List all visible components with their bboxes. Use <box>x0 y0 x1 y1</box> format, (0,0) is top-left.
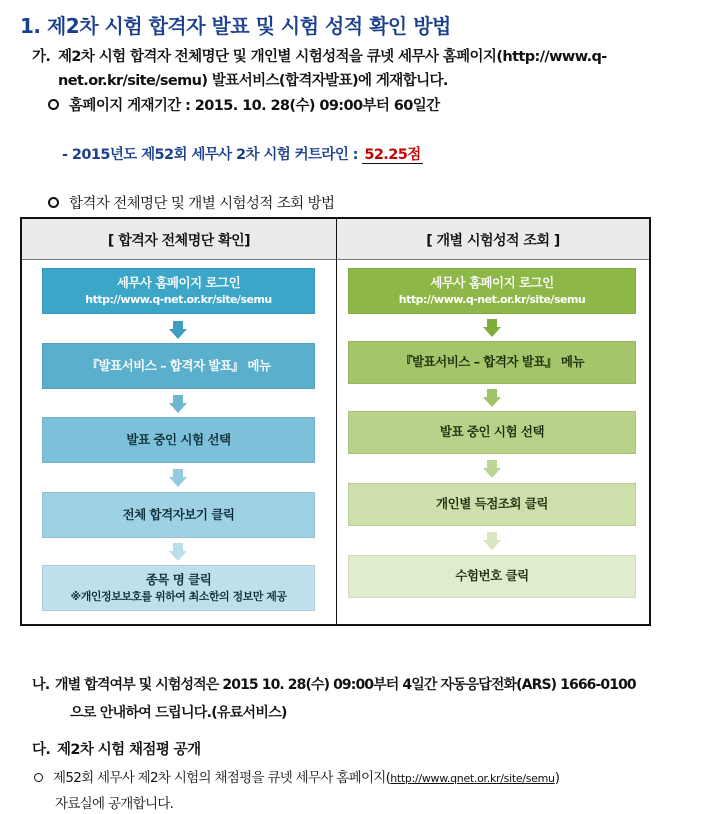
step-title: 종목 명 클릭 <box>145 571 212 587</box>
cutline-value: 52.25점 <box>364 147 421 163</box>
posting-period-text: 홈페이지 게재기간 : 2015. 10. 28(수) 09:00부터 60일간 <box>69 98 440 114</box>
right-step-login <box>348 268 636 314</box>
lookup-method-text: 합격자 전체명단 및 개별 시험성적 조회 방법 <box>69 196 335 212</box>
right-column-header: [ 개별 시험성적 조회 ] <box>426 233 560 249</box>
bullet-icon <box>48 99 59 110</box>
section-na-line2: 으로 안내하여 드립니다.(유료서비스) <box>70 705 287 721</box>
step-title: 『발표서비스 – 합격자 발표』 메뉴 <box>86 357 271 373</box>
step-title: 『발표서비스 – 합격자 발표』 메뉴 <box>399 354 585 370</box>
section-da-line1 <box>34 766 559 786</box>
cutline-line <box>62 143 423 164</box>
flow-table <box>20 217 651 626</box>
down-arrow-icon <box>483 532 501 550</box>
step-title: 전체 합격자보기 클릭 <box>122 506 235 522</box>
section-da-line2: 자료실에 공개합니다. <box>55 796 174 812</box>
right-step-score-lookup <box>348 483 636 526</box>
left-step-login <box>42 268 315 314</box>
step-url: http://www.q-net.or.kr/site/semu <box>398 293 586 307</box>
qnet-semu-link[interactable]: http://www.qnet.or.kr/site/semu <box>390 772 555 785</box>
section-ga-line2: net.or.kr/site/semu) 발표서비스(합격자발표)에 게재합니다. <box>58 73 448 89</box>
section-na-label: 나. <box>32 677 50 693</box>
lookup-method <box>48 192 334 213</box>
down-arrow-icon <box>169 321 187 339</box>
posting-period <box>48 94 440 115</box>
down-arrow-icon <box>483 319 501 337</box>
section-ga-line1: 제2차 시험 합격자 전체명단 및 개인별 시험성적을 큐넷 세무사 홈페이지(http://www.q- <box>58 49 607 65</box>
down-arrow-icon <box>169 469 187 487</box>
down-arrow-icon <box>483 460 501 478</box>
bullet-icon <box>34 773 43 782</box>
down-arrow-icon <box>483 389 501 407</box>
step-title: 발표 중인 시험 선택 <box>126 431 231 447</box>
left-step-select-exam <box>42 417 315 463</box>
left-step-view-all <box>42 492 315 538</box>
left-column-header: [ 합격자 전체명단 확인] <box>107 233 251 249</box>
step-title: 개인별 득점조회 클릭 <box>436 496 548 512</box>
right-step-menu <box>348 341 636 384</box>
step-title: 수험번호 클릭 <box>455 568 529 584</box>
bullet-icon <box>48 197 59 208</box>
down-arrow-icon <box>169 395 187 413</box>
step-title: 발표 중인 시험 선택 <box>439 424 545 440</box>
section-da-suffix: ) <box>554 770 560 786</box>
right-step-exam-number <box>348 555 636 598</box>
cutline-label: - 2015년도 제52회 세무사 2차 시험 커트라인 : <box>62 147 358 163</box>
section-ga-label: 가. <box>32 49 51 65</box>
down-arrow-icon <box>169 543 187 561</box>
table-divider <box>336 219 337 624</box>
left-step-menu <box>42 343 315 389</box>
right-step-select-exam <box>348 411 636 454</box>
step-title: 세무사 홈페이지 로그인 <box>116 274 241 290</box>
page-title: 1. 제2차 시험 합격자 발표 및 시험 성적 확인 방법 <box>20 14 451 38</box>
step-note: ※개인정보보호를 위하여 최소한의 정보만 제공 <box>70 590 287 604</box>
step-url: http://www.q-net.or.kr/site/semu <box>85 293 272 307</box>
section-da-text: 제52회 세무사 제2차 시험의 채점평을 큐넷 세무사 홈페이지( <box>53 770 391 786</box>
section-na-line1: 개별 합격여부 및 시험성적은 2015 10. 28(수) 09:00부터 4일간 자동응답전화(ARS) 1666-0100 <box>55 677 636 693</box>
left-step-category <box>42 565 315 611</box>
step-title: 세무사 홈페이지 로그인 <box>430 274 554 290</box>
section-da-label: 다. <box>32 742 51 758</box>
section-da-title: 제2차 시험 채점평 공개 <box>57 742 201 758</box>
